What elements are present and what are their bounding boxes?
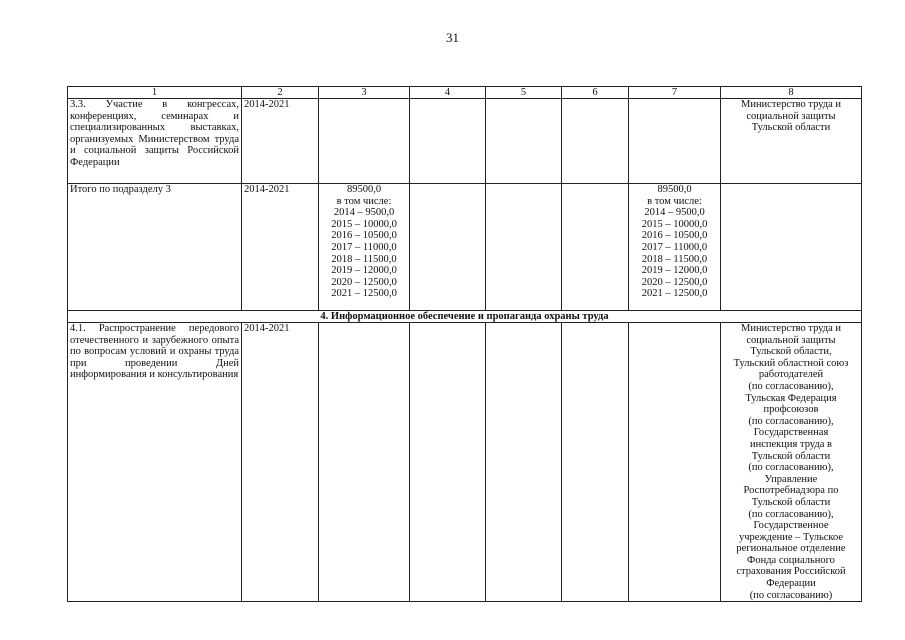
funding-line: 2014 – 9500,0	[644, 207, 705, 219]
responsible-line: (по согласованию),	[748, 380, 834, 392]
column-header: 7	[629, 87, 721, 99]
responsible-line: (по согласованию),	[748, 508, 834, 520]
responsible-line: инспекция труда в	[750, 438, 832, 450]
item-description: 3.3. Участие в конгрессах, конференциях, семинарах и специализированных выставках, организуемых Министерством труда и социальной защиты Российской Федерации	[68, 99, 242, 184]
responsible-line: региональное отделение	[736, 543, 846, 555]
empty-cell	[562, 184, 629, 311]
page-number: 31	[446, 30, 459, 45]
funding-line: 2021 – 12500,0	[641, 288, 708, 300]
responsible-line: работодателей	[758, 369, 824, 381]
funding-line: 2016 – 10500,0	[641, 230, 708, 242]
responsible-line: (по согласованию)	[749, 589, 833, 601]
responsible-line: социальной защиты	[746, 334, 836, 346]
column-header: 4	[410, 87, 486, 99]
column-header: 8	[721, 87, 862, 99]
column-header: 6	[562, 87, 629, 99]
responsible-line: Тульской области,	[750, 346, 832, 358]
funding-line: 89500,0	[657, 184, 692, 195]
empty-cell	[319, 99, 410, 184]
empty-cell	[486, 99, 562, 184]
column-header: 3	[319, 87, 410, 99]
funding-line: 2016 – 10500,0	[331, 230, 397, 242]
empty-cell	[562, 99, 629, 184]
responsible-line: Государственная	[753, 427, 829, 439]
responsible-line: Роспотребнадзора по	[743, 485, 839, 497]
empty-cell	[410, 184, 486, 311]
responsible-line: Фонда социального	[747, 554, 835, 566]
table-row-4-1	[68, 323, 862, 602]
funding-line: 2019 – 12000,0	[641, 265, 708, 277]
funding-line: 2018 – 11500,0	[331, 253, 397, 265]
responsible-line: профсоюзов	[763, 404, 819, 416]
responsible-line: Тульской области	[751, 496, 831, 508]
responsible-line: Тульский областной союз	[733, 357, 849, 369]
responsible-line: (по согласованию),	[748, 415, 834, 427]
table-row-total	[68, 184, 862, 311]
funding-line: 2015 – 10000,0	[331, 218, 397, 230]
responsible-line: страхования Российской	[736, 566, 846, 578]
responsible-line: Тульской области	[751, 122, 831, 134]
funding-line: 2014 – 9500,0	[333, 207, 395, 219]
responsible-line: Тульской области	[751, 450, 831, 462]
empty-cell	[629, 323, 721, 602]
empty-cell	[486, 184, 562, 311]
empty-cell	[562, 323, 629, 602]
responsible-line: Управление	[764, 473, 818, 485]
funding-line: в том числе:	[647, 195, 702, 207]
column-header: 2	[242, 87, 319, 99]
responsible-line: Министерство труда и	[740, 99, 842, 110]
funding-line: 2019 – 12000,0	[331, 265, 397, 277]
funding-line: 2015 – 10000,0	[641, 218, 708, 230]
funding-line: 2017 – 11000,0	[641, 241, 708, 253]
funding-line: 2018 – 11500,0	[641, 253, 708, 265]
period-cell: 2014-2021	[242, 99, 319, 184]
funding-line: 2021 – 12500,0	[331, 288, 397, 300]
column-number-row	[68, 87, 862, 99]
period-cell: 2014-2021	[242, 184, 319, 311]
funding-line: 2020 – 12500,0	[641, 276, 708, 288]
funding-col3-cell	[319, 184, 410, 311]
responsible-line: учреждение – Тульское	[738, 531, 844, 543]
responsible-line: Государственное	[753, 520, 829, 532]
empty-cell	[721, 184, 862, 311]
empty-cell	[410, 323, 486, 602]
responsible-line: социальной защиты	[746, 110, 836, 122]
section-heading-row	[68, 311, 862, 323]
column-header: 1	[68, 87, 242, 99]
empty-cell	[486, 323, 562, 602]
empty-cell	[410, 99, 486, 184]
funding-line: 2017 – 11000,0	[331, 241, 397, 253]
funding-line: 2020 – 12500,0	[331, 276, 397, 288]
column-header: 5	[486, 87, 562, 99]
responsible-cell	[721, 99, 862, 184]
item-description: Итого по подразделу 3	[68, 184, 242, 311]
empty-cell	[319, 323, 410, 602]
responsible-line: (по согласованию),	[748, 462, 834, 474]
empty-cell	[629, 99, 721, 184]
funding-line: 89500,0	[346, 184, 382, 195]
period-cell: 2014-2021	[242, 323, 319, 602]
responsible-line: Тульская Федерация	[745, 392, 837, 404]
section-title: 4. Информационное обеспечение и пропаганда охраны труда	[68, 311, 862, 323]
item-description: 4.1. Распространение передового отечественного и зарубежного опыта по вопросам условий и охраны труда при проведении Дней информирования и консультирования	[68, 323, 242, 602]
program-table	[67, 86, 862, 602]
funding-col7-cell	[629, 184, 721, 311]
responsible-line: Министерство труда и	[740, 323, 842, 334]
responsible-line: Федерации	[766, 578, 816, 590]
responsible-cell	[721, 323, 862, 602]
table-row-3-3	[68, 99, 862, 184]
funding-line: в том числе:	[336, 195, 392, 207]
